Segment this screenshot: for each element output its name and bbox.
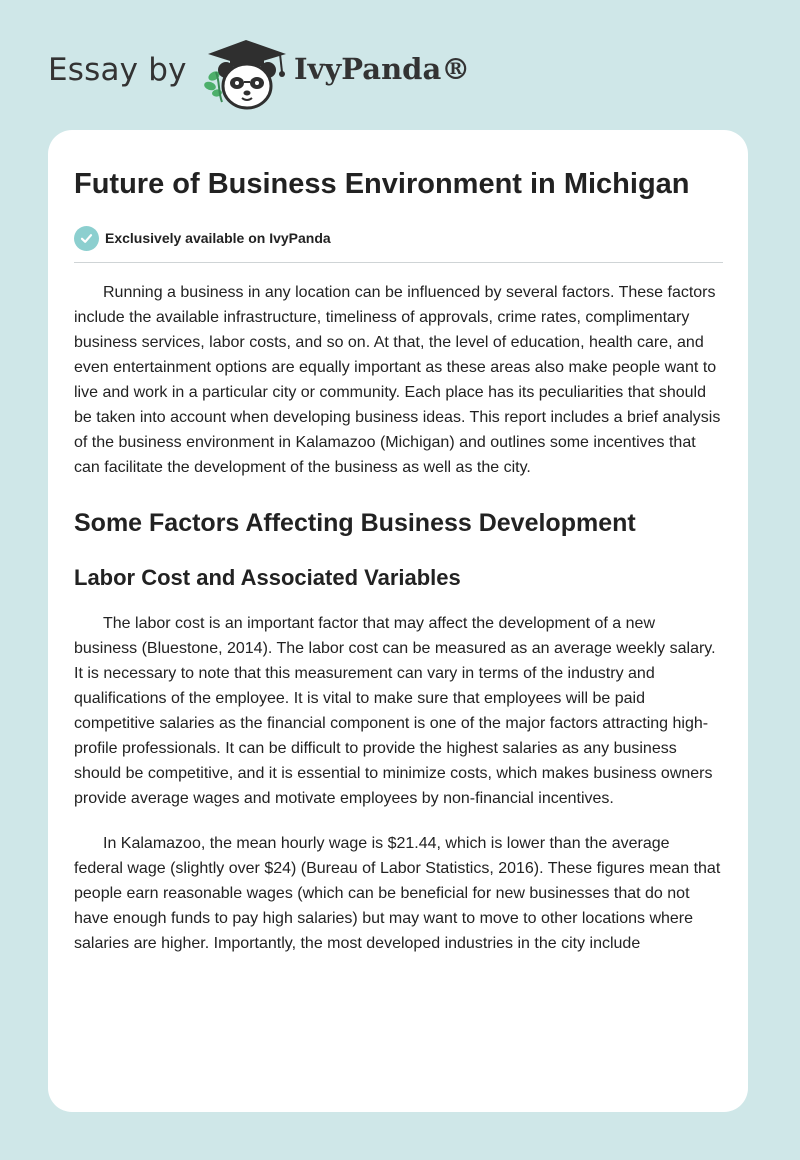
- exclusive-badge: [74, 225, 722, 251]
- kalamazoo-wage-paragraph: In Kalamazoo, the mean hourly wage is $21.44, which is lower than the average federal wage (slightly over $24) (Bureau of Labor Statistics, 2016). These figures mean that people earn reasonable wages (which can be beneficial for new businesses that do not have enough funds to pay high salaries) but may want to move to other locations where salaries are higher. Importantly, the most developed industries in the city include: [74, 835, 721, 952]
- article-content: [74, 164, 722, 956]
- intro-paragraph: Running a business in any location can be influenced by several factors. These factors include the available infrastructure, timeliness of approvals, crime rates, complimentary business services, labor costs, and so on. At that, the level of education, health care, and even entertainment options are equally important as these areas also make people want to live and work in a particular city or community. Each place has its peculiarities that should be taken into account when developing business ideas. This report includes a brief analysis of the business environment in Kalamazoo (Michigan) and outlines some incentives that can facilitate the development of the business as well as the city.: [74, 284, 721, 476]
- ivypanda-brand-name[interactable]: IvyPanda®: [294, 52, 471, 86]
- divider: [74, 262, 723, 263]
- article-title: Future of Business Environment in Michigan: [74, 168, 690, 200]
- section-heading: Some Factors Affecting Business Development: [74, 509, 636, 537]
- article-card: [48, 130, 748, 1112]
- site-header: [48, 36, 471, 112]
- check-circle-icon: [74, 226, 99, 251]
- subsection-heading: Labor Cost and Associated Variables: [74, 565, 461, 590]
- labor-cost-paragraph: The labor cost is an important factor that may affect the development of a new business (Bluestone, 2014). The labor cost can be measured as an average weekly salary. It is necessary to note that this measurement can vary in terms of the industry and qualifications of the employee. It is vital to make sure that employees will be paid competitive salaries as the financial component is one of the major factors attracting high-profile professionals. It can be difficult to provide the highest salaries as any business should be competitive, and it is essential to minimize costs, which makes business owners provide average wages and motivate employees by non-financial incentives.: [74, 615, 716, 807]
- essay-by-label: Essay by: [48, 52, 187, 88]
- exclusive-label: Exclusively available on IvyPanda: [105, 230, 331, 246]
- panda-graduate-logo-icon[interactable]: [200, 36, 292, 112]
